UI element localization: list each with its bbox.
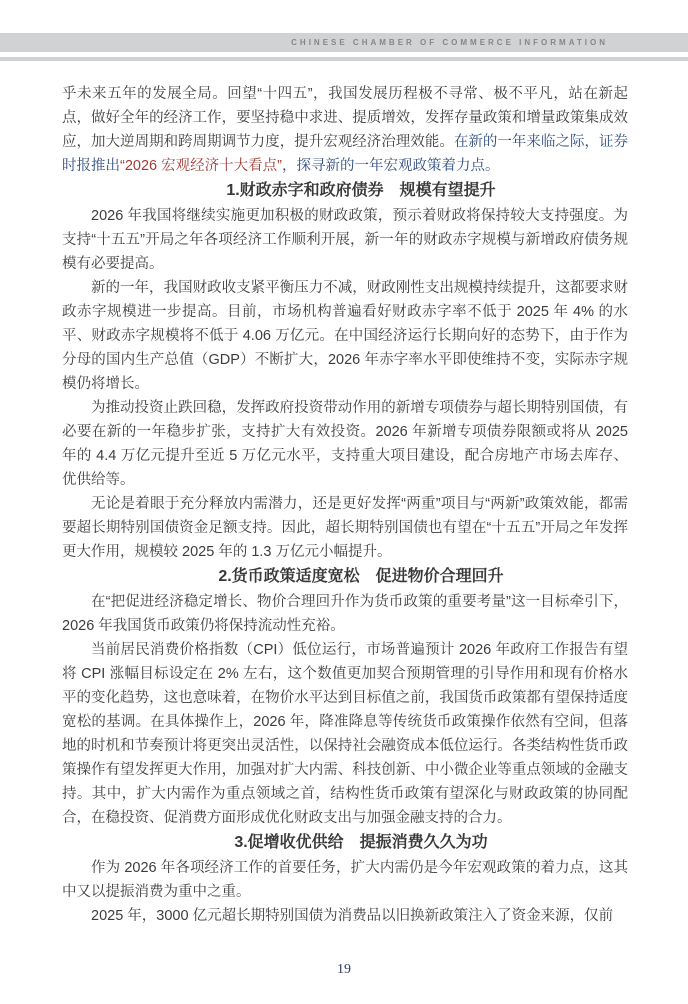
section-3-heading: 3.促增收优供给 提振消费久久为功 — [234, 834, 488, 851]
highlight-blue-text-2: ，探寻新的一年宏观政策着力点。 — [281, 158, 500, 174]
banner-title: CHINESE CHAMBER OF COMMERCE INFORMATION — [291, 38, 608, 47]
section-1-heading: 1.财政赤字和政府债券 规模有望提升 — [226, 182, 496, 199]
section-1-paragraph-3: 为推动投资止跌回稳，发挥政府投资带动作用的新增专项债券与超长期特别国债，有必要在新的一年稳步扩张，支持扩大有效投资。2026 年新增专项债券限额或将从 2025 年的 4.4 万亿元提升至近 5 万亿元水平，支持重大项目建设，配合房地产市场去库存、优供给等。 — [62, 400, 628, 488]
section-2-paragraph-2: 当前居民消费价格指数（CPI）低位运行，市场普遍预计 2026 年政府工作报告有望将 CPI 涨幅目标设定在 2% 左右，这个数值更加契合预期管理的引导作用和现有价格水平的变化趋势，这也意味着，在物价水平达到目标值之前，我国货币政策都有望保持适度宽松的基调。在具体操作上，2026 年，降准降息等传统货币政策操作依然有空间，但落地的时机和节奏预计将更突出灵活性，以保持社会融资成本低位运行。各类结构性货币政策操作有望发挥更大作用，加强对扩大内需、科技创新、中小微企业等重点领域的金融支持。其中，扩大内需作为重点领域之首，结构性货币政策有望深化与财政政策的协同配合，在稳投资、促消费方面形成优化财政支出与加强金融支持的合力。 — [62, 642, 628, 826]
section-3-paragraph-2: 2025 年，3000 亿元超长期特别国债为消费品以旧换新政策注入了资金来源，仅前 — [91, 908, 614, 924]
highlight-blue-text: 在新的一年来临之际，证券时报推出 — [62, 134, 629, 174]
section-1-paragraph-1: 2026 年我国将继续实施更加积极的财政政策，预示着财政将保持较大支持强度。为支持“十五五”开局之年各项经济工作顺利开展，新一年的财政赤字规模与新增政府债务规模有必要提高。 — [62, 208, 628, 272]
highlight-red-text: “2026 宏观经济十大看点” — [120, 158, 282, 174]
intro-paragraph — [62, 82, 628, 178]
section-1-paragraph-2: 新的一年，我国财政收支紧平衡压力不减，财政刚性支出规模持续提升，这都要求财政赤字规模进一步提高。目前，市场机构普遍看好财政赤字率不低于 2025 年 4% 的水平、财政赤字规模将不低于 4.06 万亿元。在中国经济运行长期向好的态势下，由于作为分母的国内生产总值（GDP）不断扩大，2026 年赤字率水平即使维持不变，实际赤字规模仍将增长。 — [62, 280, 628, 392]
section-1-paragraph-4: 无论是着眼于充分释放内需潜力，还是更好发挥“两重”项目与“两新”政策效能，都需要超长期特别国债资金足额支持。因此，超长期特别国债也有望在“十五五”开局之年发挥更大作用，规模较 2025 年的 1.3 万亿元小幅提升。 — [62, 496, 628, 560]
page-header-banner — [0, 33, 688, 52]
section-2-heading: 2.货币政策适度宽松 促进物价合理回升 — [218, 568, 504, 585]
article-body — [0, 61, 688, 928]
section-3-paragraph-1: 作为 2026 年各项经济工作的首要任务，扩大内需仍是今年宏观政策的着力点，这其中又以提振消费为重中之重。 — [62, 860, 628, 900]
page-number: 19 — [337, 962, 351, 977]
intro-lead-text: 乎未来五年的发展全局。回望“十四五”，我国发展历程极不寻常、极不平凡，站在新起点，做好全年的经济工作，要坚持稳中求进、提质增效，发挥存量政策和增量政策集成效应，加大逆周期和跨周期调节力度，提升宏观经济治理效能。 — [62, 86, 628, 150]
section-2-paragraph-1: 在“把促进经济稳定增长、物价合理回升作为货币政策的重要考量”这一目标牵引下，2026 年我国货币政策仍将保持流动性充裕。 — [62, 594, 628, 634]
